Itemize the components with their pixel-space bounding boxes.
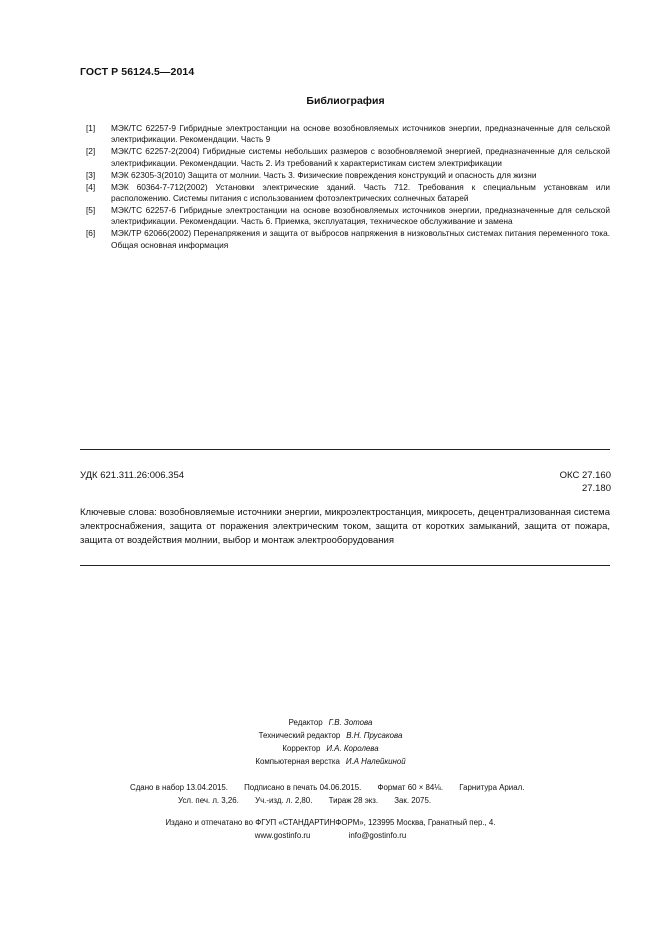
website-link[interactable]: www.gostinfo.ru [254,831,311,840]
email-link[interactable]: info@gostinfo.ru [348,831,407,840]
bottom-divider [80,565,610,566]
paper-format: Формат 60 × 84⅛. [377,783,444,792]
oks-line-2: 27.180 [581,482,611,494]
staff-row [0,729,661,742]
print-sheets: Усл. печ. л. 3,26. [178,796,239,805]
print-details [130,781,538,807]
bibliography-text: МЭК/ТР 62066(2002) Перенапряжения и защита от выбросов напряжения в низковольтных системах питания переменного тока. Общая основная информация [111,228,610,250]
publisher-sheets: Уч.-изд. л. 2,80. [255,796,313,805]
editorial-staff [0,716,661,768]
bibliography-item [86,205,610,228]
staff-row [0,716,661,729]
staff-name: И.А. Королева [326,744,379,753]
staff-name: Г.В. Зотова [328,718,373,727]
bibliography-text: МЭК/ТС 62257-6 Гибридные электростанции на основе возобновляемых источников энергии, предназначенные для сельской электрификации. Рекомендации. Часть 6. Приемка, эксплуатация, техническое обслуживание и замена [111,204,610,227]
submitted-date: Сдано в набор 13.04.2015. [130,783,228,792]
bibliography-number: [1] [86,123,96,133]
print-details-line-1 [130,781,538,794]
staff-name: И.А Налейкиной [345,757,406,766]
bibliography-text: МЭК 60364-7-712(2002) Установки электрические зданий. Часть 712. Требования к специальным установкам или расположению. Системы питания с использованием фотоэлектрических солнечных батарей [111,181,610,203]
bibliography-title: Библиография [306,95,385,107]
bibliography-number: [2] [86,146,96,157]
standard-code: ГОСТ Р 56124.5—2014 [80,66,195,78]
bibliography-item [86,170,610,181]
bibliography-text: МЭК/ТС 62257-2(2004) Гибридные системы небольших размеров с возобновляемой энергией, предназначенные для сельской электрификации. Рекомендации. Часть 2. Из требований к характеристикам систем электрификации [111,146,610,168]
staff-role: Корректор [282,744,321,753]
staff-role: Технический редактор [258,731,341,740]
udk-code: УДК 621.311.26:006.354 [80,470,185,481]
oks-code [560,470,611,495]
bibliography-number: [6] [86,228,96,239]
top-divider [80,449,610,450]
staff-role: Компьютерная верстка [255,757,340,766]
signed-date: Подписано в печать 04.06.2015. [244,783,362,792]
print-details-line-2 [130,794,538,807]
bibliography-text: МЭК/ТС 62257-9 Гибридные электростанции на основе возобновляемых источников энергии, предназначенные для сельской электрификации. Рекомендации. Часть 9 [111,123,610,145]
staff-row [0,755,661,768]
publisher-contacts [0,829,661,842]
bibliography-text: МЭК 62305-3(2010) Защита от молнии. Часть 3. Физические повреждения конструкций и опасность для жизни [111,169,537,180]
order-number: Зак. 2075. [394,796,432,805]
staff-row [0,742,661,755]
staff-name: В.Н. Прусакова [346,731,403,740]
bibliography-number: [3] [86,169,96,180]
publisher-info [0,816,661,842]
bibliography-number: [4] [86,181,96,192]
bibliography-item [86,182,610,205]
publisher-address: Издано и отпечатано во ФГУП «СТАНДАРТИНФОРМ», 123995 Москва, Гранатный пер., 4. [165,818,496,827]
typeface: Гарнитура Ариал. [459,783,525,792]
bibliography-item [86,228,610,251]
oks-line-1: ОКС 27.160 [559,470,611,481]
bibliography-number: [5] [86,204,96,215]
bibliography-list [86,123,610,251]
staff-role: Редактор [288,718,323,727]
circulation: Тираж 28 экз. [328,796,379,805]
bibliography-item [86,123,610,146]
keywords-paragraph: Ключевые слова: возобновляемые источники энергии, микроэлектростанция, микросеть, децентрализованная система электроснабжения, защита от поражения электрическим током, защита от коротких замыканий, защита от пожара, защита от воздействия молнии, выбор и монтаж электрооборудования [80,507,610,546]
bibliography-item [86,146,610,169]
